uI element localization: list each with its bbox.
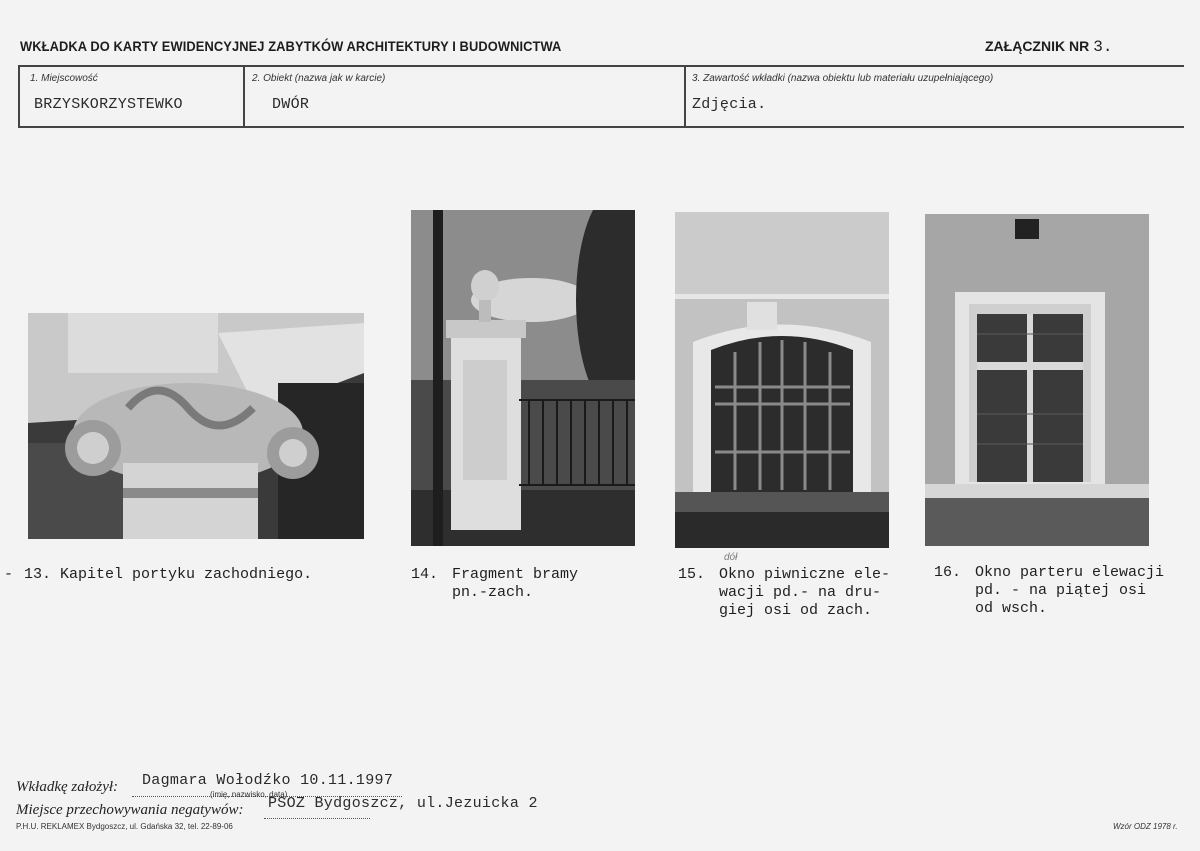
photo-capital: [28, 313, 364, 539]
locality-label: 1. Miejscowość: [30, 73, 98, 84]
header-top-rule: [18, 65, 1184, 67]
field-divider-1: [243, 65, 245, 127]
form-title: WKŁADKA DO KARTY EWIDENCYJNEJ ZABYTKÓW ARCHITEKTURY I BUDOWNICTWA: [20, 38, 562, 54]
margin-mark: -: [4, 566, 14, 583]
photo-14-number: 14.: [411, 566, 439, 583]
photo-15-text: Okno piwniczne ele- wacji pd.- na dru- giej osi od zach.: [719, 566, 891, 619]
locality-value: BRZYSKORZYSTEWKO: [34, 96, 183, 113]
created-by-label: Wkładkę założył:: [16, 779, 119, 795]
annex-label: ZAŁĄCZNIK NR: [985, 38, 1090, 54]
photo-16-text: Okno parteru elewacji pd. - na piątej osi od wsch.: [975, 564, 1165, 617]
photo-16-caption: [934, 564, 1164, 618]
negatives-storage-dotted-line: [264, 818, 370, 819]
printer-info: P.H.U. REKLAMEX Bydgoszcz, ul. Gdańska 32, tel. 22-89-06: [16, 822, 233, 831]
object-value: DWÓR: [272, 96, 310, 113]
photo-13-number: 13.: [24, 566, 52, 583]
negatives-storage-value: PSOZ Bydgoszcz, ul.Jezuicka 2: [268, 795, 538, 812]
annex-number: [985, 38, 1112, 56]
photo-16-number: 16.: [934, 564, 962, 581]
created-by-value: Dagmara Wołodźko 10.11.1997: [142, 772, 394, 789]
handwritten-note: dół: [724, 552, 738, 563]
header-bottom-rule: [18, 126, 1184, 128]
annex-number-value: 3.: [1093, 38, 1113, 56]
photo-gate: [411, 210, 635, 546]
negatives-storage-label: Miejsce przechowywania negatywów:: [16, 802, 244, 818]
photo-14-text: Fragment bramy pn.-zach.: [452, 566, 579, 601]
contents-value: Zdjęcia.: [692, 96, 767, 113]
photo-ground-window: [925, 214, 1149, 546]
photo-13-text: Kapitel portyku zachodniego.: [60, 566, 313, 583]
form-model: Wzór ODZ 1978 r.: [1113, 822, 1178, 831]
photo-14-caption: [411, 566, 578, 602]
photo-15-caption: [678, 566, 890, 620]
field-divider-left: [18, 65, 20, 127]
photo-13-caption: [24, 566, 312, 584]
created-by-hint: (imię, nazwisko, data): [210, 790, 288, 799]
photo-basement-window: [675, 212, 889, 548]
object-label: 2. Obiekt (nazwa jak w karcie): [252, 73, 386, 84]
contents-label: 3. Zawartość wkładki (nazwa obiektu lub materiału uzupełniającego): [692, 73, 994, 84]
photo-15-number: 15.: [678, 566, 706, 583]
field-divider-2: [684, 65, 686, 127]
